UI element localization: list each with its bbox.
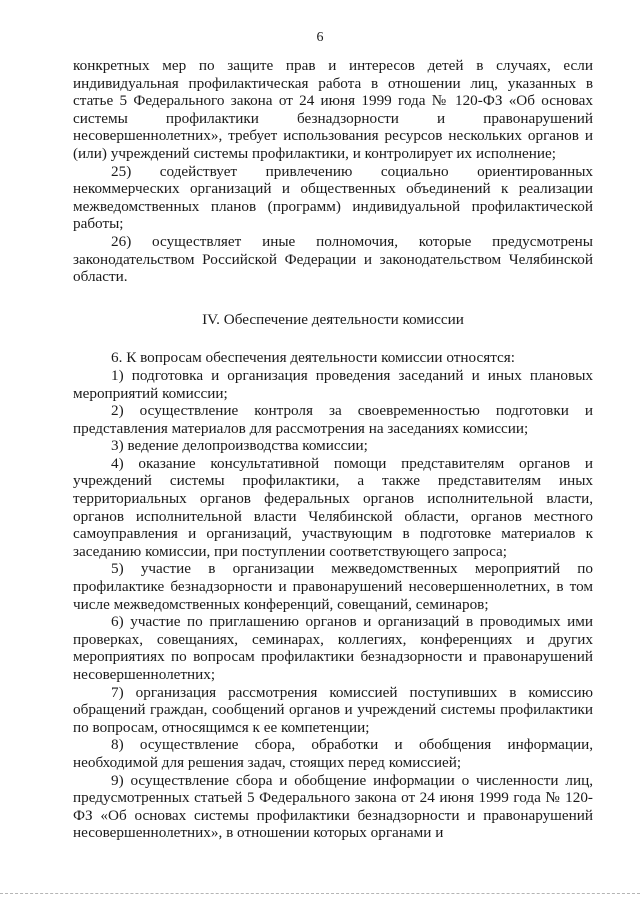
paragraph-item-6: 6) участие по приглашению органов и организаций в проводимых ими проверках, совещаниях, семинарах, коллегиях, конференциях и других мероприятиях по вопросам профилактики безнадзорности и правонарушений несовершеннолетних; <box>73 613 593 683</box>
paragraph-item-1: 1) подготовка и организация проведения заседаний и иных плановых мероприятий комиссии; <box>73 366 593 402</box>
paragraph-clause-6: 6. К вопросам обеспечения деятельности комиссии относятся: <box>111 349 515 367</box>
paragraph-item-9: 9) осуществление сбора и обобщение информации о численности лиц, предусмотренных статьей 5 Федерального закона от 24 июня 1999 года № 120-ФЗ «Об основах системы профилактики безнадзорности и правонарушений несовершеннолетних», в отношении которых органами и <box>73 771 593 842</box>
paragraph-item-7: 7) организация рассмотрения комиссией поступивших в комиссию обращений граждан, сообщений органов и учреждений системы профилактики по вопросам, относящимся к ее компетенции; <box>73 683 593 736</box>
section-heading: IV. Обеспечение деятельности комиссии <box>202 310 464 328</box>
paragraph-item-8: 8) осуществление сбора, обработки и обобщения информации, необходимой для решения задач, стоящих перед комиссией; <box>73 736 593 771</box>
paragraph-item-26: 26) осуществляет иные полномочия, которые предусмотрены законодательством Российской Федерации и законодательством Челябинской области. <box>73 232 593 286</box>
document-body <box>73 57 593 842</box>
scan-bottom-edge <box>0 893 640 894</box>
paragraph-item-3: 3) ведение делопроизводства комиссии; <box>111 437 368 455</box>
page-number: 6 <box>316 30 324 45</box>
paragraph-item-25: 25) содействует привлечению социально ориентированных некоммерческих организаций и общественных объединений к реализации межведомственных планов (программ) индивидуальной профилактической работы; <box>73 162 593 233</box>
paragraph-continuation: конкретных мер по защите прав и интересов детей в случаях, если индивидуальная профилактическая работа в отношении лиц, указанных в статье 5 Федерального закона от 24 июня 1999 года № 120-ФЗ «Об основах системы профилактики безнадзорности и правонарушений несовершеннолетних», требует использования ресурсов нескольких органов и (или) учреждений системы профилактики, и контролирует их исполнение; <box>73 57 593 162</box>
paragraph-item-4: 4) оказание консультативной помощи представителям органов и учреждений системы профилактики, а также представителям иных территориальных органов федеральных органов исполнительной власти, органов исполнительной власти Челябинской области, органов местного самоуправления и организаций, участвующим в подготовке материалов к заседанию комиссии, при поступлении соответствующего запроса; <box>73 454 593 560</box>
paragraph-item-5: 5) участие в организации межведомственных мероприятий по профилактике безнадзорности и правонарушений несовершеннолетних, в том числе межведомственных конференций, совещаний, семинаров; <box>73 560 593 613</box>
paragraph-item-2: 2) осуществление контроля за своевременностью подготовки и представления материалов для рассмотрения на заседаниях комиссии; <box>73 402 593 437</box>
